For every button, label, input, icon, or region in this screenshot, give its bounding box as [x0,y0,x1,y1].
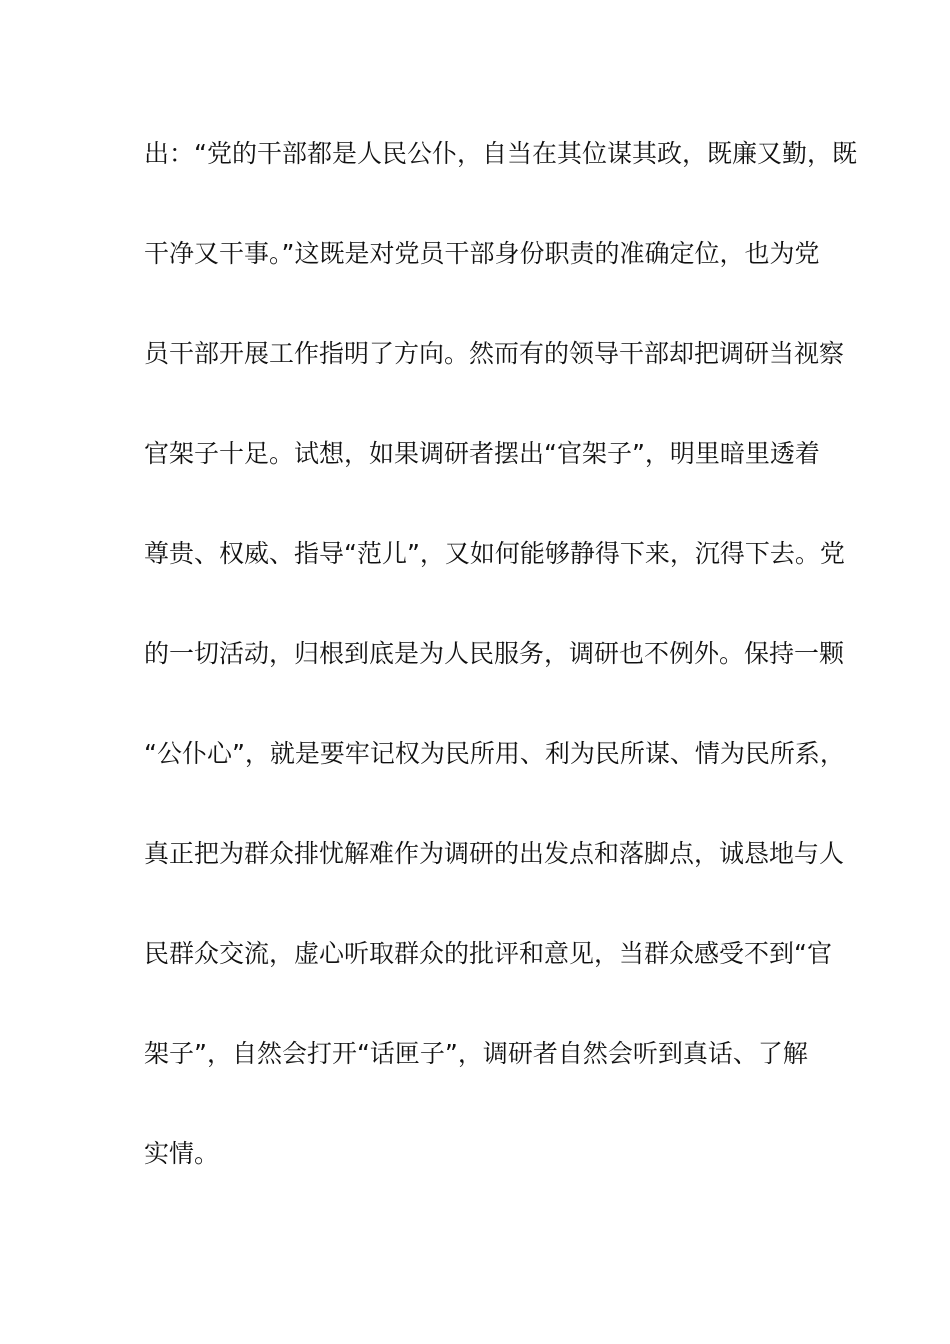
text-line-7: “公仆心”，就是要牢记权为民所用、利为民所谋、情为民所系， [144,739,845,768]
text-line-1: 出：“党的干部都是人民公仆，自当在其位谋其政，既廉又勤，既 [144,139,857,168]
text-line-11: 实情。 [144,1139,220,1168]
text-line-2: 干净又干事。”这既是对党员干部身份职责的准确定位，也为党 [144,239,820,268]
text-line-5: 尊贵、权威、指导“范儿”，又如何能够静得下来，沉得下去。党 [144,539,845,568]
text-line-6: 的一切活动，归根到底是为人民服务，调研也不例外。保持一颗 [144,639,845,668]
text-line-3: 员干部开展工作指明了方向。然而有的领导干部却把调研当视察 [144,339,845,368]
text-line-9: 民群众交流，虚心听取群众的批评和意见，当群众感受不到“官 [144,939,832,968]
text-line-4: 官架子十足。试想，如果调研者摆出“官架子”，明里暗里透着 [144,439,820,468]
body-paragraph [144,126,857,1226]
text-line-8: 真正把为群众排忧解难作为调研的出发点和落脚点，诚恳地与人 [144,839,845,868]
text-line-10: 架子”，自然会打开“话匣子”，调研者自然会听到真话、了解 [144,1039,808,1068]
